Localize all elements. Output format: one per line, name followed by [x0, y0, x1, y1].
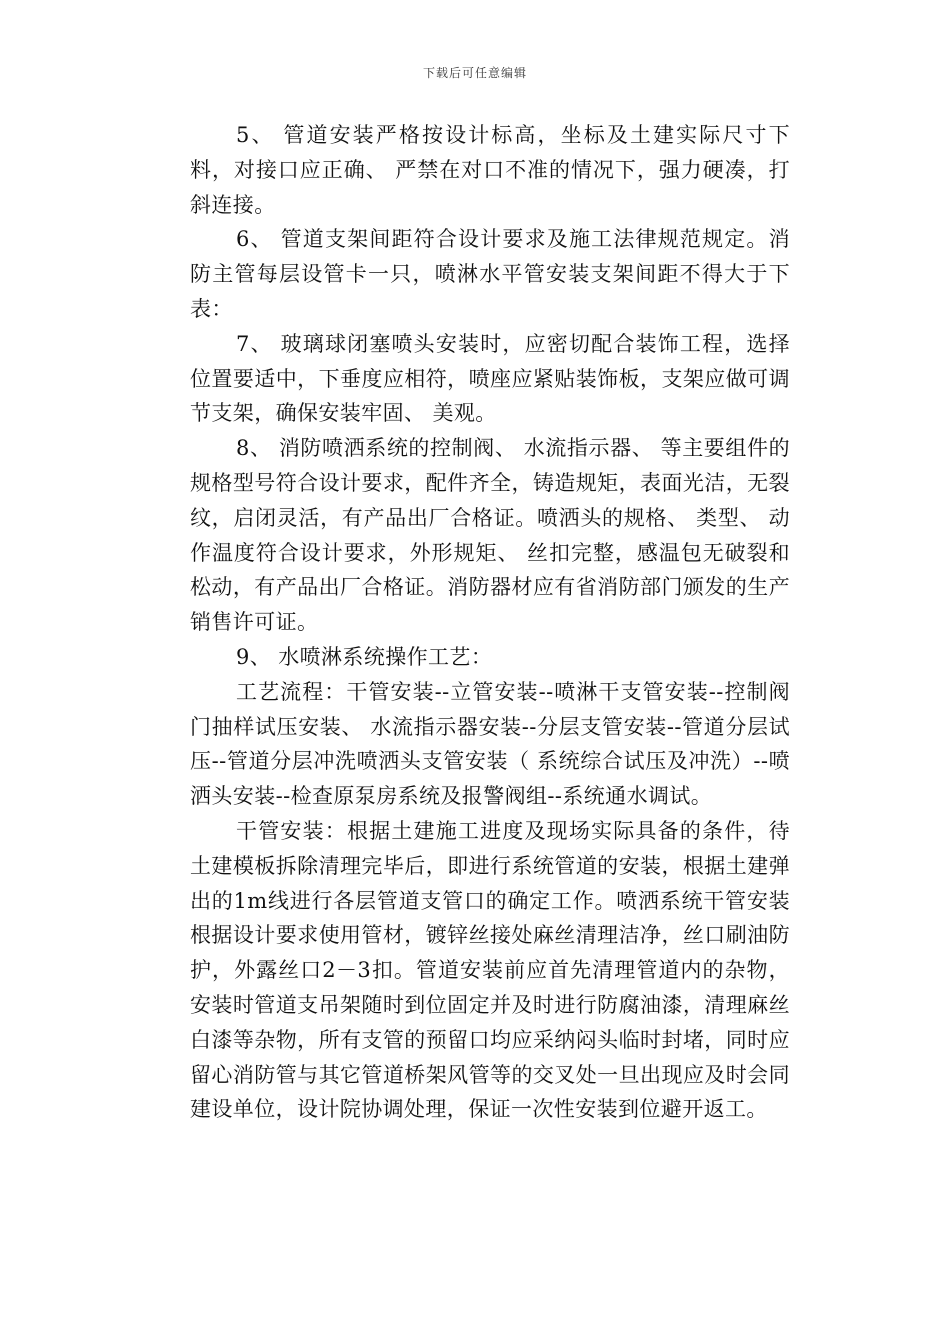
paragraph-item-6: 6、 管道支架间距符合设计要求及施工法律规范规定。消防主管每层设管卡一只，喷淋水平管安装支架间距不得大于下表： [190, 227, 790, 321]
paragraph-item-8: 8、 消防喷洒系统的控制阀、 水流指示器、 等主要组件的规格型号符合设计要求，配件齐全，铸造规矩，表面光洁，无裂纹，启闭灵活，有产品出厂合格证。喷洒头的规格、 类型、 动作温度符合设计要求，外形规矩、 丝扣完整，感温包无破裂和松动，有产品出厂合格证。消防器材应有省消防部门颁发的生产销售许可证。 [190, 436, 790, 635]
paragraph-item-7: 7、 玻璃球闭塞喷头安装时，应密切配合装饰工程，选择位置要适中，下垂度应相符，喷座应紧贴装饰板，支架应做可调节支架，确保安装牢固、 美观。 [190, 331, 790, 426]
paragraph-main-pipe-install: 干管安装：根据土建施工进度及现场实际具备的条件，待土建模板拆除清理完毕后，即进行系统管道的安装，根据土建弹出的1m线进行各层管道支管口的确定工作。喷洒系统干管安装根据设计要求使用管材，镀锌丝接处麻丝清理洁净，丝口刷油防护，外露丝口2－3扣。管道安装前应首先清理管道内的杂物，安装时管道支吊架随时到位固定并及时进行防腐油漆，清理麻丝白漆等杂物，所有支管的预留口均应采纳闷头临时封堵，同时应留心消防管与其它管道桥架风管等的交叉处一旦出现应及时会同建设单位，设计院协调处理，保证一次性安装到位避开返工。 [190, 818, 790, 1122]
paragraph-item-5: 5、 管道安装严格按设计标高，坐标及土建实际尺寸下料，对接口应正确、 严禁在对口不准的情况下，强力硬凑，打斜连接。 [190, 123, 790, 217]
paragraph-process-flow: 工艺流程：干管安装--立管安装--喷淋干支管安装--控制阀门抽样试压安装、 水流指示器安装--分层支管安装--管道分层试压--管道分层冲洗喷洒头支管安装（ 系统综合试压及冲洗）--喷洒头安装--检查原泵房系统及报警阀组--系统通水调试。 [190, 679, 790, 809]
paragraph-item-9: 9、 水喷淋系统操作工艺： [236, 644, 493, 669]
document-body [190, 118, 790, 1127]
page-header: 下载后可任意编辑 [422, 66, 527, 80]
